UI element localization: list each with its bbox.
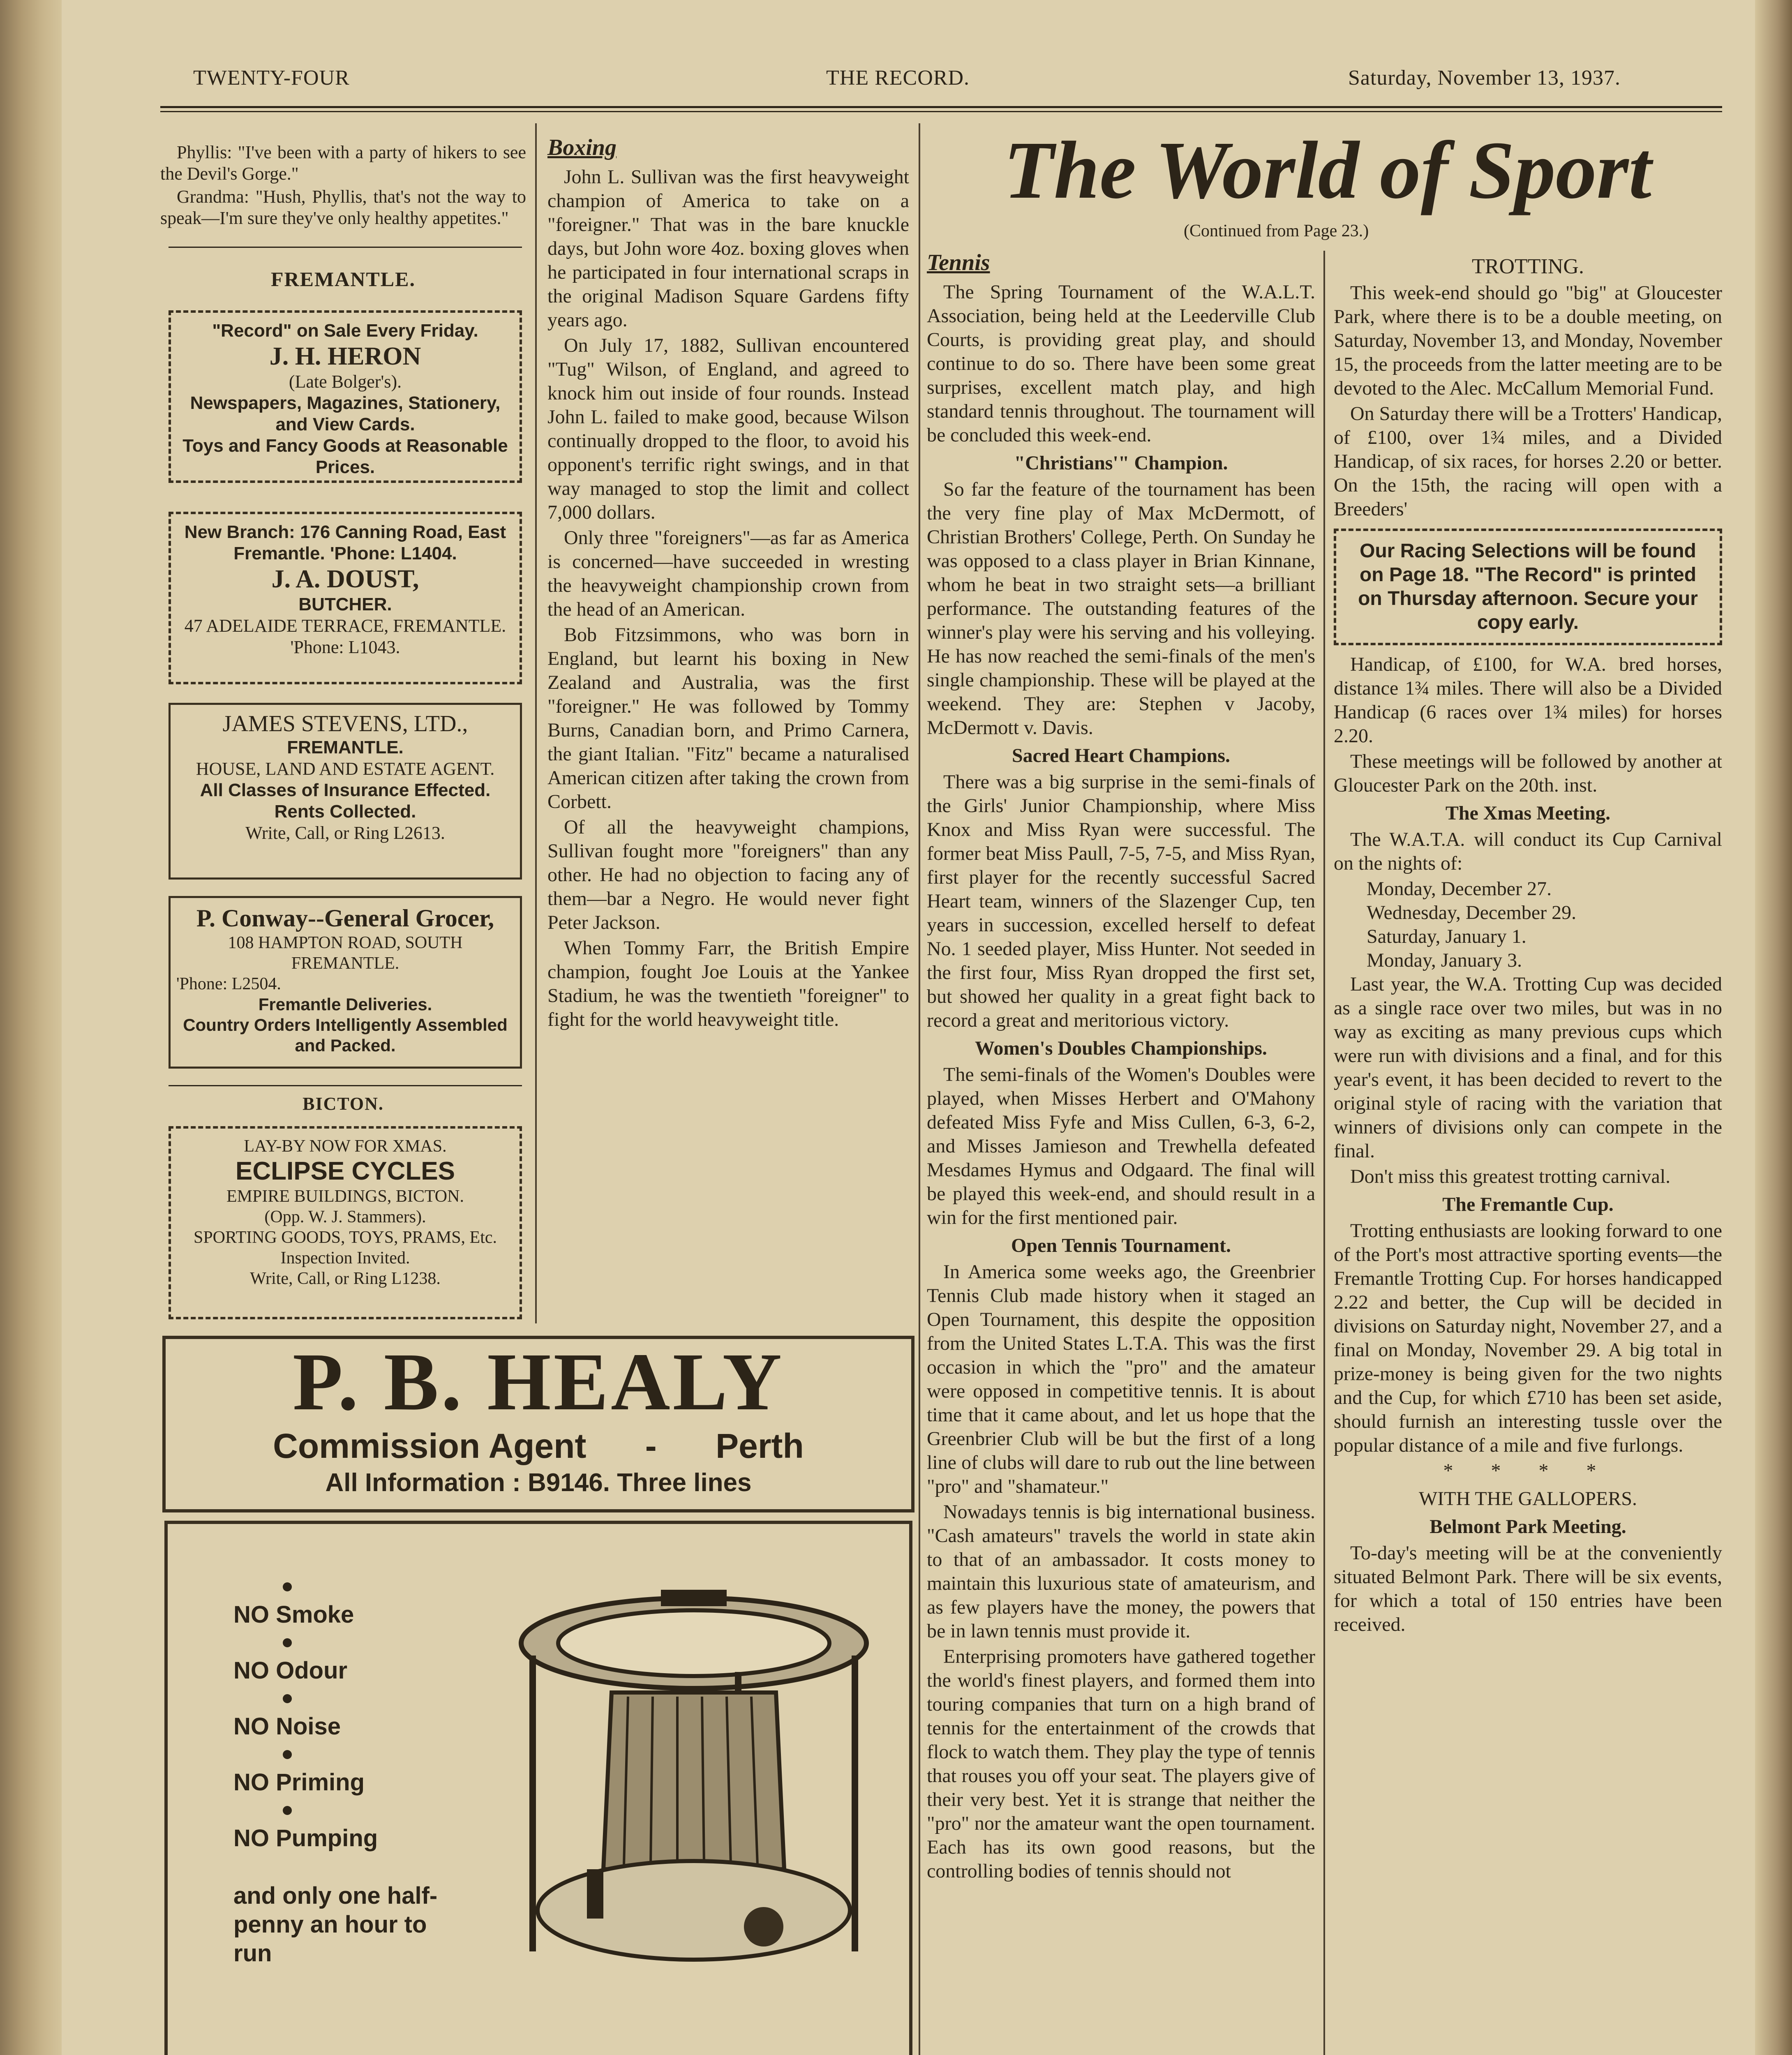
trotting-title: TROTTING.	[1472, 255, 1584, 278]
binding-spine	[0, 0, 62, 2055]
boxing-paragraph: John L. Sullivan was the first heavyweight champion of America to take on a "foreigner." That was in the bare knuckle days, but John wore 4oz. boxing gloves when he participated in four international scraps in the original Madison Square Gardens fifty years ago.	[547, 166, 909, 331]
radix-stoves-advert	[164, 1521, 912, 2055]
ad-name: J. A. DOUST,	[271, 565, 419, 593]
tennis-paragraph: Nowadays tennis is big international business. "Cash amateurs" travels the world in state akin to that of an ambassador. It costs money to maintain this luxurious state of amateurism, and as few players have the money, the powers that be in lawn tennis must provide it.	[927, 1501, 1315, 1642]
divider	[169, 247, 522, 248]
carnival-date: Wednesday, December 29.	[1367, 902, 1577, 924]
ad-name: J. H. HERON	[269, 342, 421, 370]
bullet-icon	[283, 1694, 292, 1703]
ad-line: Newspapers, Magazines, Stationery, and View Cards.	[190, 393, 501, 434]
healy-city: Perth	[716, 1427, 804, 1465]
carnival-date: Monday, January 3.	[1367, 949, 1522, 971]
ad-line: SPORTING GOODS, TOYS, PRAMS, Etc.	[193, 1228, 497, 1247]
ad-line: New Branch: 176 Canning Road, East Fremantle. 'Phone: L1404.	[184, 522, 506, 563]
world-of-sport-title: The World of Sport	[1003, 125, 1652, 216]
doust-advert	[169, 512, 522, 684]
page-number: TWENTY-FOUR	[193, 66, 350, 90]
stevens-advert	[169, 703, 522, 880]
ad-line: FREMANTLE.	[287, 737, 404, 757]
header-rule-2	[160, 111, 1722, 112]
header-rule	[160, 106, 1722, 108]
tennis-paragraph: In America some weeks ago, the Greenbrier Tennis Club made history when it staged an Open Tournament, this despite the opposition from the United States L.T.A. This was the first occasion in which the "pro" and the amateur were opposed in competitive tennis. It is about time that it came about, and let us hope that the Greenbrier Club will be but the first of a long line of clubs will dare to rub out the line between "pro" and "shamateur."	[927, 1261, 1315, 1497]
bicton-heading: BICTON.	[303, 1094, 384, 1114]
bullet-icon	[283, 1806, 292, 1815]
newspaper-page	[62, 0, 1755, 2055]
healy-advert	[162, 1336, 914, 1512]
tennis-paragraph: The Spring Tournament of the W.A.L.T. Association, being held at the Leederville Club Courts, is providing great play, and should continue to do so. There have been some great surprises, excellent match play, and high standard tennis throughout. The tournament will be concluded this week-end.	[927, 281, 1315, 446]
stove-leg	[852, 1656, 858, 1951]
ad-name: P. Conway--General Grocer,	[196, 905, 494, 932]
feature-item: NO Priming	[233, 1769, 365, 1796]
trotting-paragraph: The W.A.T.A. will conduct its Cup Carnival on the nights of:	[1334, 829, 1722, 874]
ad-line: (Opp. W. J. Stammers).	[264, 1208, 426, 1226]
healy-line	[166, 1425, 911, 1466]
feature-item: NO Odour	[233, 1657, 348, 1684]
tennis-subheading: "Christians'" Champion.	[1014, 452, 1228, 474]
section-stars: * * * *	[1443, 1460, 1613, 1482]
ad-line: BUTCHER.	[298, 594, 392, 614]
stove-leg	[529, 1656, 536, 1951]
trotting-article	[1334, 251, 1722, 1638]
ad-line: All Classes of Insurance Effected. Rents Collected.	[200, 780, 491, 822]
trotting-subheading: Belmont Park Meeting.	[1429, 1516, 1626, 1538]
trotting-paragraph: These meetings will be followed by another at Gloucester Park on the 20th. inst.	[1334, 750, 1722, 796]
divider	[169, 1085, 522, 1086]
ad-line: EMPIRE BUILDINGS, BICTON.	[226, 1187, 464, 1206]
trotting-paragraph: This week-end should go "big" at Gloucester Park, where there is to be a double meeting, on Saturday, November 13, and Monday, November 15, the proceeds from the latter meeting are to be devoted to the Alec. McCallum Memorial Fund.	[1334, 282, 1722, 399]
boxing-paragraph: Of all the heavyweight champions, Sullivan fought more "foreigners" than any other. He had no objection to facing any of them—bar a Negro. He would never fight Peter Jackson.	[547, 816, 909, 933]
feature-item: NO Noise	[233, 1713, 341, 1740]
control-knob	[744, 1907, 783, 1946]
masthead: THE RECORD.	[826, 66, 970, 90]
trotting-paragraph: Handicap, of £100, for W.A. bred horses, distance 1¾ miles. There will also be a Divided Handicap (6 races over 1¾ miles) for horses 2.20.	[1334, 653, 1722, 747]
ad-line: Inspection Invited.	[280, 1249, 410, 1268]
healy-phone: All Information : B9146. Three lines	[325, 1469, 752, 1497]
boxing-article	[547, 136, 909, 1033]
feature-item: NO Smoke	[233, 1601, 354, 1628]
ad-line: 108 HAMPTON ROAD, SOUTH FREMANTLE.	[228, 933, 463, 973]
bullet-icon	[283, 1750, 292, 1759]
radix-feature-list	[233, 1573, 521, 1968]
gallopers-heading: WITH THE GALLOPERS.	[1418, 1488, 1637, 1510]
column-divider	[919, 123, 920, 2055]
joke-column	[160, 142, 526, 231]
ad-line: Toys and Fancy Goods at Reasonable Prices.	[182, 436, 508, 477]
ad-name: JAMES STEVENS, LTD.,	[222, 711, 468, 737]
ad-name: ECLIPSE CYCLES	[236, 1157, 455, 1185]
trotting-subheading: The Xmas Meeting.	[1445, 802, 1611, 824]
tennis-paragraph: Enterprising promoters have gathered together the world's finest players, and formed them into touring companies that turn on a high brand of tennis for the entertainment of the crowds that flock to watch them. They play the type of tennis that rouses you off your seat. The players give of their very best. Yet it is strange that neither the "pro" nor the amateur want the open tournament. Each has its own good reasons, but the controlling bodies of tennis should not	[927, 1646, 1315, 1882]
tennis-article	[927, 251, 1315, 1885]
trotting-paragraph: On Saturday there will be a Trotters' Handicap, of £100, over 1¾ miles, and a Divided Handicap, of six races, for horses 2.20 or better. On the 15th, the racing will open with a Breeders'	[1334, 403, 1722, 520]
ad-line: 47 ADELAIDE TERRACE, FREMANTLE. 'Phone: L1043.	[184, 616, 506, 657]
stove-foot	[587, 1869, 603, 1919]
ad-line: Country Orders Intelligently Assembled and Packed.	[183, 1015, 508, 1055]
tennis-subheading: Women's Doubles Championships.	[975, 1037, 1267, 1059]
ad-line: 'Phone: L2504.	[176, 974, 281, 993]
ad-line: Fremantle Deliveries.	[258, 995, 432, 1014]
page-edge	[1755, 0, 1792, 2055]
ad-line: Write, Call, or Ring L1238.	[250, 1269, 441, 1288]
ad-line: HOUSE, LAND AND ESTATE AGENT.	[196, 759, 495, 779]
healy-name: P. B. HEALY	[292, 1337, 785, 1427]
trotting-subheading: The Fremantle Cup.	[1442, 1194, 1614, 1215]
joke-line: Grandma: "Hush, Phyllis, that's not the way to speak—I'm sure they've only healthy appetites."	[160, 187, 526, 228]
carnival-date: Saturday, January 1.	[1367, 926, 1526, 947]
tennis-paragraph: The semi-finals of the Women's Doubles were played, when Misses Herbert and O'Mahony defeated Miss Fyfe and Miss Cullen, 6-3, 6-2, and Misses Jamieson and Trewhella defeated Mesdames Hymus and Odgaard. The final will be played this week-end, and should result in a win for the first mentioned pair.	[927, 1064, 1315, 1228]
carnival-dates	[1334, 877, 1722, 972]
healy-role: Commission Agent	[273, 1427, 587, 1465]
tennis-subheading: Sacred Heart Champions.	[1011, 745, 1231, 767]
joke-line: Phyllis: "I've been with a party of hikers to see the Devil's Gorge."	[160, 142, 526, 184]
tennis-paragraph: So far the feature of the tournament has been the very fine play of Max McDermott, of Christian Brothers' College, Perth. On Sunday he was opposed to a class player in Brian Kinnane, whom he beat in two straight sets—a brilliant performance. The outstanding features of the winner's play were his serving and his volleying. He has now reached the semi-finals of the men's single championship. These will be played at the weekend. They are: Stephen v Jacoby, McDermott v. Davis.	[927, 478, 1315, 739]
boxing-title: Boxing	[547, 135, 617, 160]
radix-tagline: and only one half-penny an hour to run	[233, 1882, 438, 1967]
boxing-paragraph: Bob Fitzsimmons, who was born in England, but learnt his boxing in New Zealand and Australia, was the first "foreigner." He was followed by Tommy Burns, Canadian born, and Primo Carnera, the giant Italian. "Fitz" became a naturalised American citizen after taking the crown from Corbett.	[547, 624, 909, 813]
bullet-icon	[283, 1582, 292, 1591]
ad-line: "Record" on Sale Every Friday.	[212, 321, 478, 341]
healy-dash: -	[645, 1427, 657, 1465]
tennis-paragraph: There was a big surprise in the semi-finals of the Girls' Junior Championship, where Miss Knox and Miss Ryan were successful. The former beat Miss Paull, 7-5, 7-5, and Miss Ryan, first player for the recently successful Sacred Heart team, winners of the Slazenger Cup, ten years in succession, excelled herself to defeat No. 1 seeded player, Miss Hunter. Not seeded in the first four, Miss Ryan dropped the first set, but showed her quality in a great fight back to record a great and meritorious victory.	[927, 771, 1315, 1031]
ad-line: Write, Call, or Ring L2613.	[245, 823, 445, 843]
bullet-icon	[283, 1638, 292, 1647]
trotting-paragraph: Don't miss this greatest trotting carnival.	[1350, 1166, 1671, 1187]
oil-container	[538, 1861, 850, 1960]
boxing-paragraph: Only three "foreigners"—as far as America is concerned—have succeeded in wresting the heavyweight championship crown from the head of an American.	[547, 527, 909, 620]
stove-top-inner	[558, 1610, 829, 1676]
issue-date: Saturday, November 13, 1937.	[1348, 66, 1621, 90]
pot-support	[661, 1590, 727, 1606]
trotting-paragraph: Last year, the W.A. Trotting Cup was decided as a single race over two miles, but was in no way as exciting as many previous cups which were run with divisions and a final, and for this year's event, it has been decided to revert to the original style of racing with the variation that winners of divisions only can compete in the final.	[1334, 973, 1722, 1162]
trotting-paragraph: Trotting enthusiasts are looking forward to one of the Port's most attractive sporting events—the Fremantle Trotting Cup. For horses handicapped 2.22 and better, the Cup will be decided in divisions on Saturday night, November 27, and a final on Monday, November 29. A big total in prize-money is being given for the two nights and the Cup, for which £710 has been set aside, should furnish an interesting tussle over the popular distance of a mile and five furlongs.	[1334, 1220, 1722, 1456]
column-divider	[535, 123, 537, 1323]
conway-advert	[169, 896, 522, 1069]
tennis-subheading: Open Tennis Tournament.	[1011, 1235, 1231, 1256]
eclipse-advert	[169, 1126, 522, 1319]
carnival-date: Monday, December 27.	[1367, 878, 1552, 900]
ad-line: (Late Bolger's).	[289, 372, 402, 392]
continued-note: (Continued from Page 23.)	[1184, 222, 1369, 240]
feature-item: NO Pumping	[233, 1825, 378, 1852]
kerosene-stove-illustration	[505, 1573, 883, 2025]
trotting-paragraph: To-day's meeting will be at the conveniently situated Belmont Park. There will be six events, for which a total of 150 entries have been received.	[1334, 1542, 1722, 1635]
ad-line: LAY-BY NOW FOR XMAS.	[244, 1137, 447, 1156]
heron-advert	[169, 310, 522, 483]
boxing-paragraph: On July 17, 1882, Sullivan encountered "Tug" Wilson, of England, and agreed to knock him out inside of four rounds. Instead John L. failed to make good, because Wilson continually dropped to the floor, to avoid his opponent's terrific right swings, and in that way managed to stop the limit and collect 7,000 dollars.	[547, 335, 909, 523]
column-divider	[1323, 251, 1325, 2055]
tennis-title: Tennis	[927, 250, 990, 275]
racing-selections-notice: Our Racing Selections will be found on Page 18. "The Record" is printed on Thursday afternoon. Secure your copy early.	[1334, 529, 1722, 645]
fremantle-heading: FREMANTLE.	[271, 268, 416, 291]
boxing-paragraph: When Tommy Farr, the British Empire champion, fought Joe Louis at the Yankee Stadium, he was the twentieth "foreigner" to fight for the world heavyweight title.	[547, 937, 909, 1030]
